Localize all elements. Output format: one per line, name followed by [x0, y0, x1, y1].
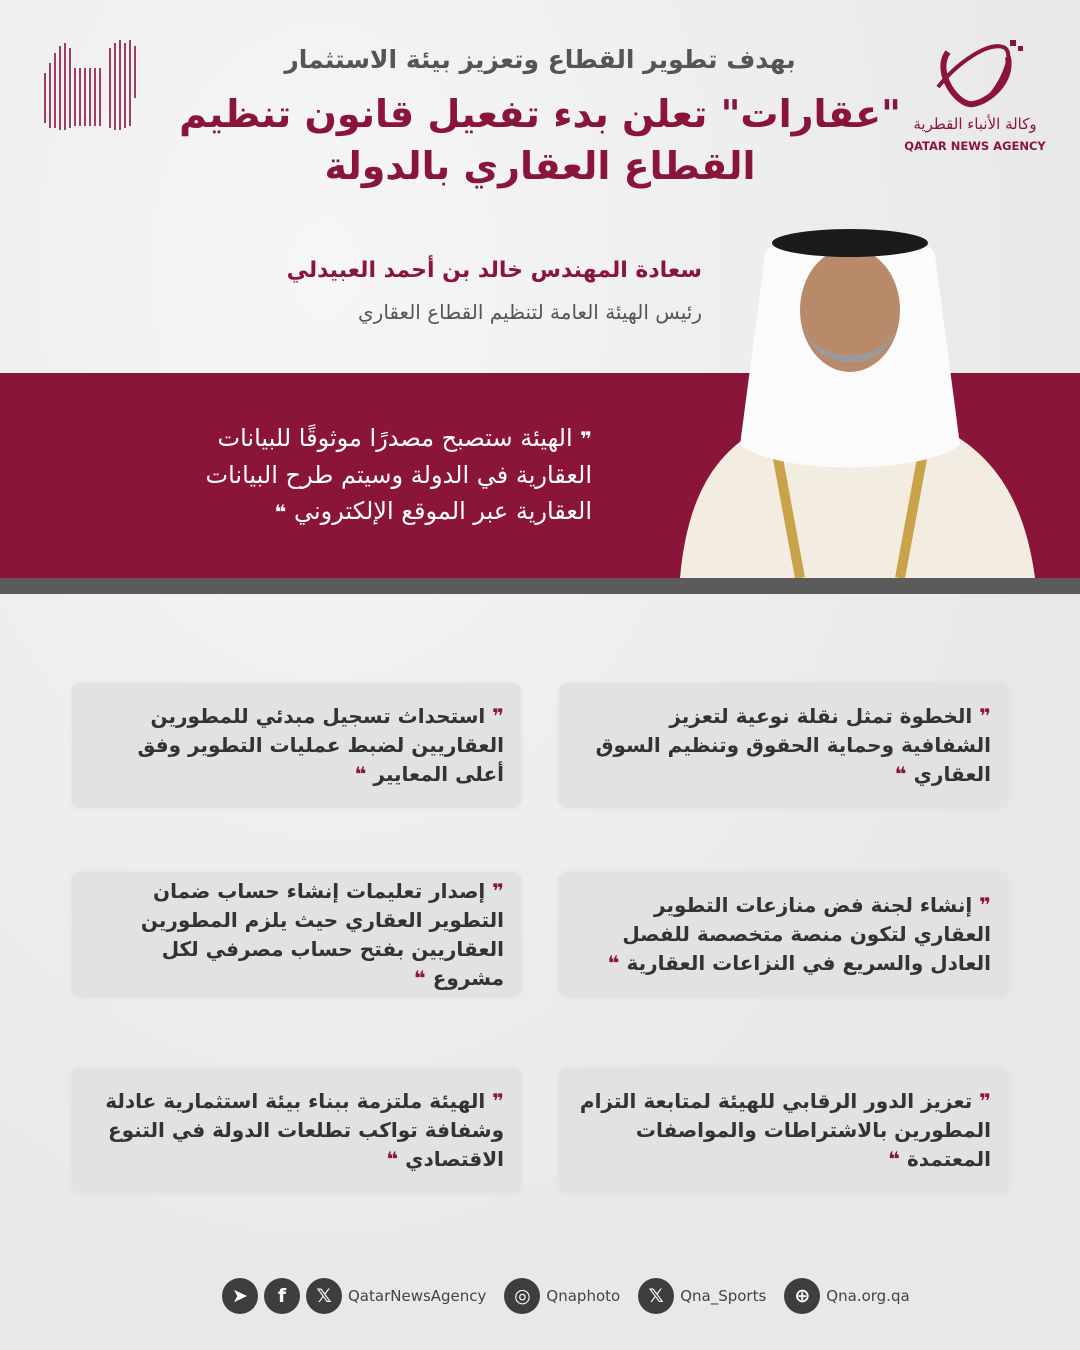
- quote-open-icon: ❞: [492, 878, 504, 903]
- banner-quote: [60, 420, 592, 530]
- quote-open-icon: ❞: [492, 704, 504, 728]
- website-link[interactable]: Qna.org.qa: [826, 1287, 910, 1305]
- highlight-card: [72, 1068, 521, 1193]
- handle-qatarnewsagency[interactable]: QatarNewsAgency: [348, 1287, 487, 1305]
- quote-open-icon: ❞: [979, 1089, 991, 1113]
- subtitle: بهدف تطوير القطاع وتعزيز بيئة الاستثمار: [284, 45, 796, 74]
- highlight-card: [559, 872, 1008, 997]
- headline-line2: القطاع العقاري بالدولة: [324, 144, 756, 188]
- quote-open-icon: ❞: [979, 893, 991, 917]
- quote-close-icon: ❝: [274, 500, 287, 524]
- instagram-icon[interactable]: ◎: [504, 1278, 540, 1314]
- telegram-icon[interactable]: ➤: [222, 1278, 258, 1314]
- banner-divider: [0, 578, 1080, 594]
- globe-icon[interactable]: ⊕: [784, 1278, 820, 1314]
- quote-close-icon: ❝: [894, 762, 907, 786]
- card-text: إصدار تعليمات إنشاء حساب ضمان التطوير العقاري حيث يلزم المطورين العقاريين بفتح حساب مصرفي لكل مشروع: [140, 878, 504, 990]
- person-name: سعادة المهندس خالد بن أحمد العبيدلي: [286, 258, 702, 283]
- card-text: الخطوة تمثل نقلة نوعية لتعزيز الشفافية وحماية الحقوق وتنظيم السوق العقاري: [595, 704, 991, 786]
- card-text: استحداث تسجيل مبدئي للمطورين العقاريين لضبط عمليات التطوير وفق أعلى المعايير: [137, 704, 504, 786]
- headline-line1: "عقارات" تعلن بدء تفعيل قانون تنظيم: [179, 92, 901, 136]
- quote-open-icon: ❞: [580, 427, 592, 451]
- highlight-card: [72, 683, 521, 808]
- quote-line: العقارية عبر الموقع الإلكتروني: [293, 497, 592, 525]
- qna-logo-icon: [928, 32, 1028, 112]
- logo-arabic-text: وكالة الأنباء القطرية: [913, 115, 1037, 133]
- card-text: إنشاء لجنة فض منازعات التطوير العقاري لتكون منصة متخصصة للفصل العادل والسريع في النزاعات العقارية: [622, 893, 991, 975]
- highlight-card: [72, 872, 521, 997]
- highlight-card: [559, 683, 1008, 808]
- portrait-photo: [660, 215, 1040, 578]
- quote-close-icon: ❝: [354, 762, 367, 786]
- handle-qnaphoto[interactable]: Qnaphoto: [546, 1287, 621, 1305]
- quote-open-icon: ❞: [492, 1089, 504, 1113]
- card-text: الهيئة ملتزمة ببناء بيئة استثمارية عادلة وشفافة تواكب تطلعات الدولة في التنوع الاقتصادي: [105, 1089, 504, 1171]
- x-icon[interactable]: 𝕏: [638, 1278, 674, 1314]
- quote-close-icon: ❝: [888, 1147, 901, 1171]
- x-icon[interactable]: 𝕏: [306, 1278, 342, 1314]
- quote-line: الهيئة ستصبح مصدرًا موثوقًا للبيانات: [217, 424, 573, 452]
- aqarat-logo-icon: [40, 38, 140, 133]
- quote-close-icon: ❝: [607, 951, 620, 975]
- logo-english-text: QATAR NEWS AGENCY: [904, 139, 1046, 153]
- person-role: رئيس الهيئة العامة لتنظيم القطاع العقاري: [358, 300, 702, 324]
- quote-close-icon: ❝: [414, 965, 426, 990]
- quote-close-icon: ❝: [386, 1147, 399, 1171]
- card-text: تعزيز الدور الرقابي للهيئة لمتابعة التزام المطورين بالاشتراطات والمواصفات المعتمدة: [579, 1089, 991, 1171]
- social-footer: [222, 1278, 910, 1314]
- facebook-icon[interactable]: f: [264, 1278, 300, 1314]
- highlight-card: [559, 1068, 1008, 1193]
- handle-qna-sports[interactable]: Qna_Sports: [680, 1287, 767, 1305]
- headline: [150, 88, 930, 192]
- quote-open-icon: ❞: [979, 704, 991, 728]
- quote-line: العقارية في الدولة وسيتم طرح البيانات: [205, 461, 592, 489]
